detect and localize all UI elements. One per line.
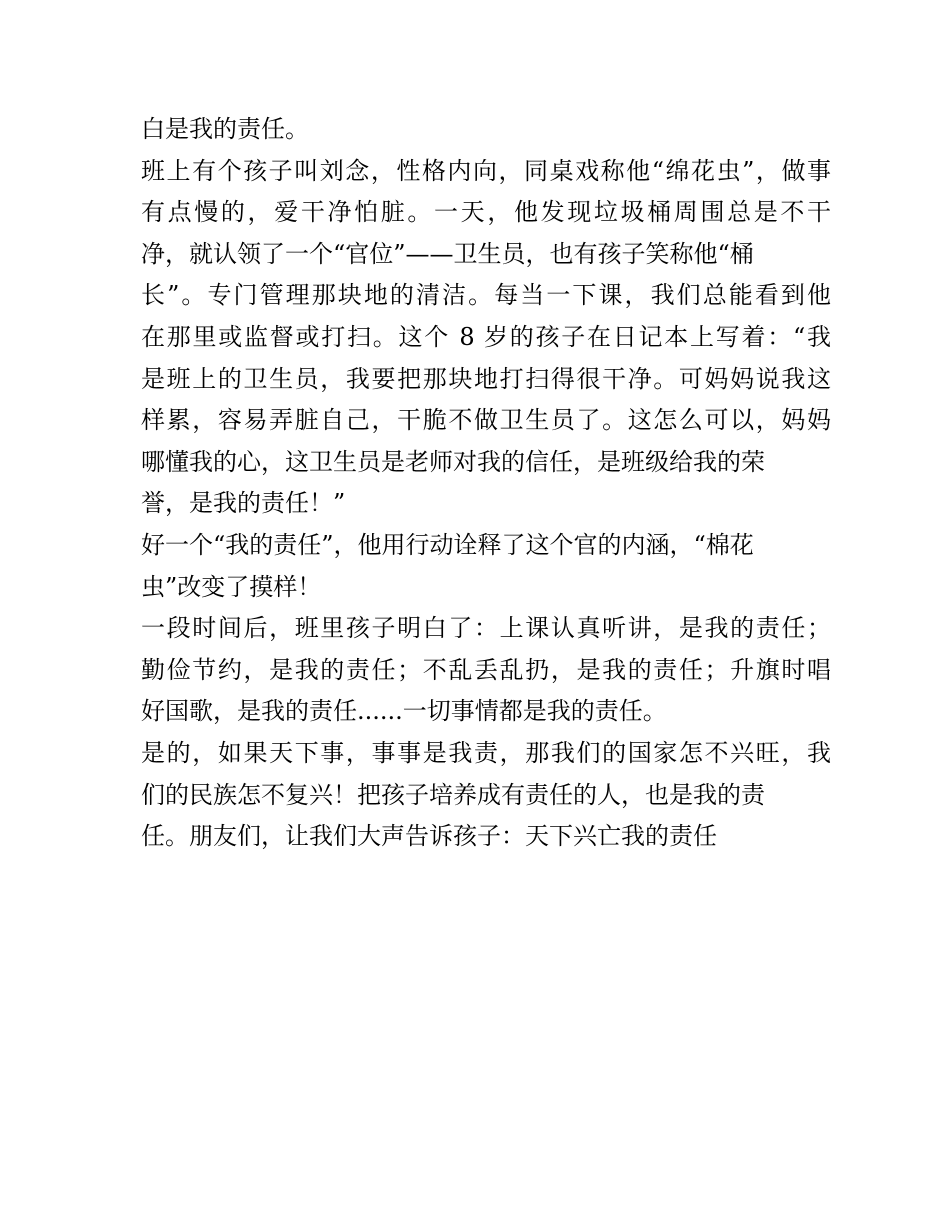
text-line: 哪懂我的心，这卫生员是老师对我的信任，是班级给我的荣 [141,447,765,476]
text-line: 好一个“我的责任”，他用行动诠释了这个官的内涵，“棉花 [141,530,754,559]
text-line: 长”。专门管理那块地的清洁。每当一下课，我们总能看到他 [141,281,831,310]
text-line: 虫”改变了摸样！ [141,572,322,601]
text-line: 在那里或监督或打扫。这个 8 岁的孩子在日记本上写着：“我 [141,322,831,351]
text-line: 好国歌，是我的责任......一切事情都是我的责任。 [141,697,667,726]
text-line: 誉，是我的责任！” [141,489,346,518]
text-line: 任。朋友们，让我们大声告诉孩子：天下兴亡我的责任 [141,822,717,851]
text-line: 有点慢的，爱干净怕脏。一天，他发现垃圾桶周围总是不干 [141,198,831,227]
text-line: 是的，如果天下事，事事是我责，那我们的国家怎不兴旺，我 [141,738,831,767]
text-line: 们的民族怎不复兴！把孩子培养成有责任的人，也是我的责 [141,780,765,809]
text-line: 是班上的卫生员，我要把那块地打扫得很干净。可妈妈说我这 [141,364,831,393]
text-line: 样累，容易弄脏自己，干脆不做卫生员了。这怎么可以，妈妈 [141,406,831,435]
text-line: 白是我的责任。 [141,115,309,143]
text-line: 净，就认领了一个“官位”——卫生员，也有孩子笑称他“桶 [141,239,754,268]
text-line: 一段时间后，班里孩子明白了：上课认真听讲，是我的责任； [141,614,831,643]
text-line: 班上有个孩子叫刘念，性格内向，同桌戏称他“绵花虫”，做事 [141,156,831,185]
body-text [141,109,831,858]
text-line: 勤俭节约，是我的责任；不乱丢乱扔，是我的责任；升旗时唱 [141,655,831,684]
